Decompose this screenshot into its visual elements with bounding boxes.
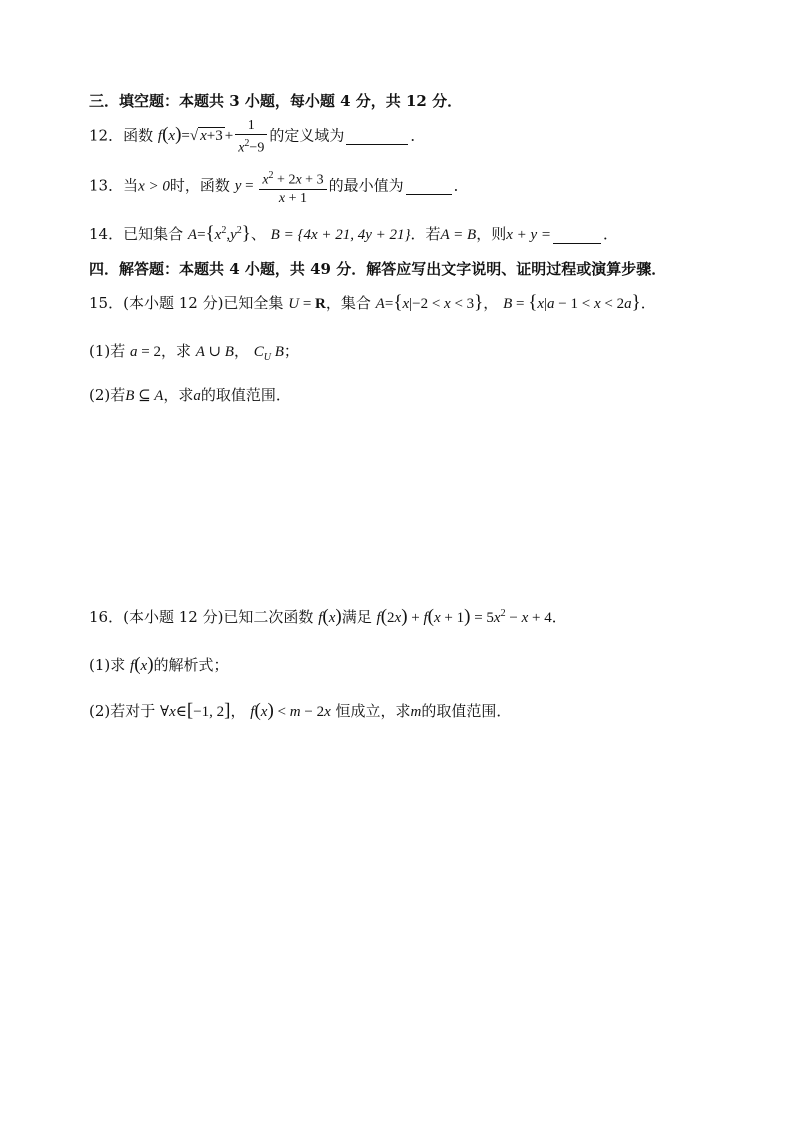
question-16-part-2 <box>89 700 511 722</box>
q15-p1-end: ； <box>283 342 299 360</box>
question-12 <box>89 118 425 156</box>
q12-formula: f(x)=√ x+3 + $\frac{1}{x^2-9}$ <box>158 128 269 144</box>
q14-text-pre: 已知集合 <box>123 225 184 243</box>
section-heading-solutions <box>89 258 666 279</box>
q15-p1-complement: $C_U$ B <box>253 344 284 363</box>
question-number: 13． <box>89 176 124 195</box>
q15-end: ． <box>640 294 656 312</box>
question-score: (本小题 12 分) <box>123 608 224 626</box>
q12-text-post: 的定义域为 <box>269 126 345 145</box>
q15-sep: ， <box>483 294 499 312</box>
answer-blank <box>406 176 452 195</box>
question-15-part-2 <box>89 384 291 405</box>
question-16 <box>89 606 567 628</box>
q15-p2-var: a <box>193 388 201 404</box>
q14-end: ． <box>603 225 619 243</box>
q13-condition: x > 0 <box>138 178 170 195</box>
part-label: (1)若 <box>89 342 126 360</box>
q14-text-mid2: ，则 <box>476 225 507 243</box>
q15-p2-mid: ，求 <box>163 386 194 404</box>
question-15-part-1: (1)若 a = 2，求 A ∪ B， $C_U$ B； <box>89 342 299 363</box>
q15-text-pre: 已知全集 <box>223 294 284 312</box>
question-number: 12． <box>89 126 124 145</box>
answer-blank <box>553 225 601 244</box>
q13-text-pre: 当 <box>123 176 139 195</box>
q15-universal-set: U = R <box>288 296 326 312</box>
q16-text-pre: 已知二次函数 <box>223 608 314 626</box>
part-label: (1)求 <box>89 656 126 674</box>
q15-p2-cond: B ⊆ A <box>125 388 164 404</box>
question-score: (本小题 12 分) <box>123 294 224 312</box>
q16-p2-end: 的取值范围． <box>421 702 512 720</box>
answer-blank <box>346 126 408 145</box>
q16-p2-domain: ∀x∈[−1, 2] <box>160 700 231 721</box>
q14-sep: 、 <box>250 225 266 243</box>
q16-end: ． <box>551 608 567 626</box>
part-label: (2)若 <box>89 386 126 404</box>
q13-text-post: 的最小值为 <box>328 176 404 195</box>
section-heading-fill-in <box>89 90 462 111</box>
q15-text-mid: ，集合 <box>325 294 371 312</box>
q12-end: ． <box>410 126 426 145</box>
question-number: 15． <box>89 294 124 312</box>
q16-function: f(x) <box>318 606 342 627</box>
q16-equation: $f(2x) + f(x + 1) = 5x^2 - x + 4$ <box>376 606 552 627</box>
q16-p1-function: f(x) <box>130 654 154 675</box>
q15-set-b: B = {x|a − 1 < x < 2a} <box>503 292 641 313</box>
q12-text-pre: 函数 <box>123 126 154 145</box>
q15-p2-end: 的取值范围． <box>200 386 291 404</box>
q15-p1-mid: ，求 <box>161 342 192 360</box>
q13-formula: y = $\frac{x^2 + 2x + 3}{x + 1}$ <box>235 178 329 194</box>
q16-p2-sep: ， <box>230 702 246 720</box>
section3-heading-text: 三．填空题：本题共 3 小题，每小题 4 分，共 12 分． <box>89 92 463 110</box>
q15-p1-union: A ∪ B <box>195 344 234 360</box>
part-label: (2)若对于 <box>89 702 156 720</box>
question-number: 16． <box>89 608 124 626</box>
q13-text-mid: 时，函数 <box>169 176 230 195</box>
q14-set-b: B = {4x + 21, 4y + 21} <box>270 227 411 243</box>
q16-p2-var: m <box>410 704 422 720</box>
q16-text-mid: 满足 <box>341 608 372 626</box>
q14-expr: x + y = <box>506 227 552 243</box>
question-13 <box>89 168 469 206</box>
section4-heading-text: 四．解答题：本题共 4 小题，共 49 分．解答应写出文字说明、证明过程或演算步骤． <box>89 260 667 278</box>
question-16-part-1 <box>89 654 229 676</box>
q16-p2-inequality: f(x) < m − 2x <box>250 700 331 721</box>
q16-p2-mid: 恒成立，求 <box>335 702 411 720</box>
q14-eq: A = B <box>440 227 477 243</box>
q16-p1-end: 的解析式； <box>153 656 229 674</box>
q15-set-a: A={x|−2 < x < 3} <box>375 292 484 313</box>
question-number: 14． <box>89 225 124 243</box>
q13-end: ． <box>453 176 469 195</box>
q14-text-mid: ．若 <box>410 225 441 243</box>
q15-p1-cond: a = 2 <box>130 344 161 360</box>
question-15 <box>89 292 656 314</box>
question-14 <box>89 223 618 245</box>
q14-set-a: $A=\{x^2,y^2\}$ <box>187 223 251 244</box>
